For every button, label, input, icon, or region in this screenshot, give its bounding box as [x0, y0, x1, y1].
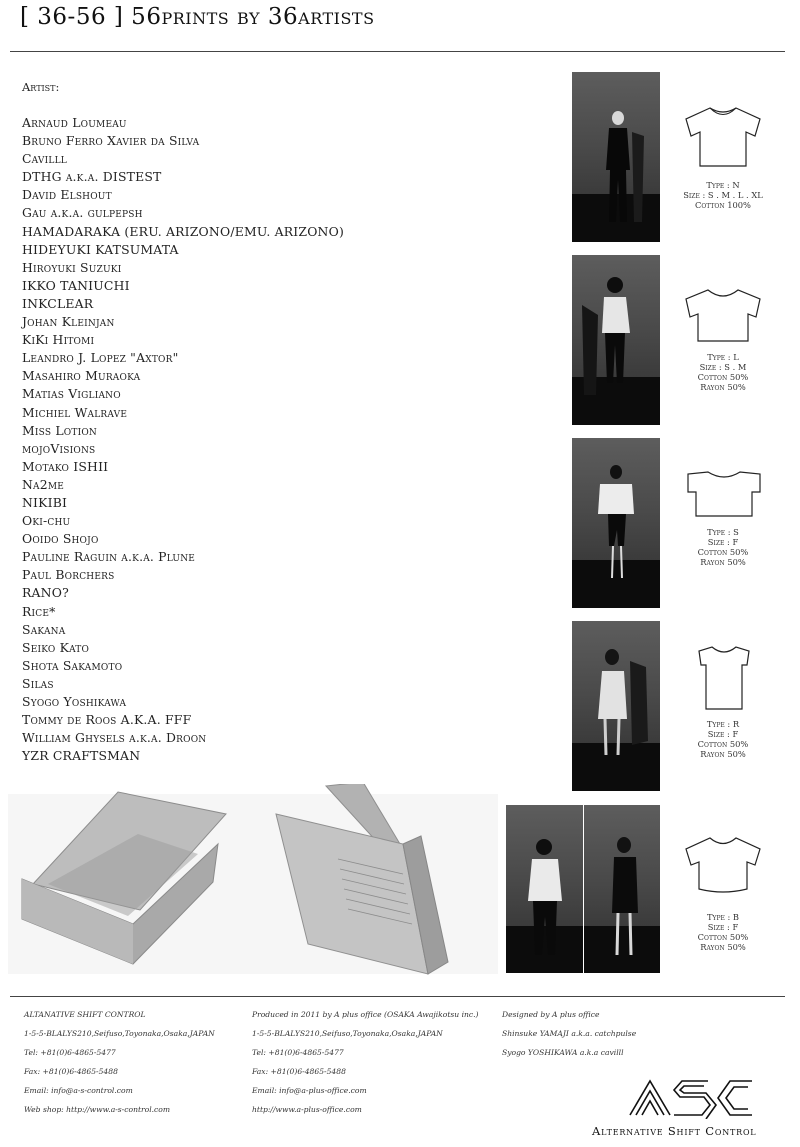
producer-email[interactable]: Email: info@a-plus-office.com — [252, 1086, 367, 1095]
company-address: 1-5-5-BLALYS210,Seifuso,Toyonaka,Osaka,JAPAN — [24, 1029, 215, 1038]
artist-list — [22, 114, 344, 765]
footer-design — [502, 1005, 636, 1062]
spec-line: Type : S — [707, 527, 739, 537]
tshirt-type-b-icon — [684, 835, 762, 895]
spec-type-b — [673, 912, 773, 952]
artist-name: Matias Vigliano — [22, 386, 121, 402]
artist-name: Arnaud Loumeau — [22, 115, 127, 130]
model-photo-type-r — [572, 621, 660, 791]
artist-name: Gau a.k.a. gulpepsh — [22, 205, 143, 221]
spec-line: Rayon 50% — [700, 942, 746, 952]
artist-name: Paul Borchers — [22, 567, 115, 583]
artist-label: Artist: — [22, 80, 60, 94]
artist-name: Tommy de Roos A.K.A. FFF — [22, 712, 192, 728]
artist-name: KiKi Hitomi — [22, 332, 95, 348]
spec-type-l — [673, 352, 773, 392]
artist-name: RANO? — [22, 585, 69, 601]
artist-name: Hiroyuki Suzuki — [22, 259, 122, 275]
artist-name: Syogo Yoshikawa — [22, 694, 127, 709]
spec-line: Cotton 50% — [697, 547, 749, 557]
artist-name: Miss Lotion — [22, 422, 97, 438]
spec-type-n — [673, 180, 773, 210]
header-divider — [10, 51, 785, 52]
artist-name: Michiel Walrave — [22, 404, 128, 420]
spec-line: Rayon 50% — [700, 749, 746, 759]
company-webshop[interactable]: Web shop: http://www.a-s-control.com — [24, 1105, 171, 1114]
spec-line: Size : F — [707, 922, 739, 932]
designer-2: Syogo YOSHIKAWA a.k.a cavilll — [502, 1048, 624, 1057]
artist-name: IKKO TANIUCHI — [22, 277, 130, 293]
packaging-box-illustrations — [8, 784, 498, 984]
company-tel: Tel: +81(0)6-4865-5477 — [24, 1048, 116, 1057]
company-name: ALTANATIVE SHIFT CONTROL — [24, 1010, 146, 1019]
spec-line: Size : S . M . L . XL — [683, 190, 763, 200]
spec-line: Size : S . M — [699, 362, 747, 372]
spec-line: Cotton 50% — [697, 932, 749, 942]
artist-name: INKCLEAR — [22, 295, 94, 311]
artist-name: Cavilll — [22, 151, 67, 167]
tshirt-type-l-icon — [684, 287, 762, 343]
spec-line: Cotton 50% — [697, 372, 749, 382]
artist-name: HIDEYUKI KATSUMATA — [22, 241, 179, 257]
tshirt-type-r-icon — [696, 645, 752, 711]
artist-name: Silas — [22, 675, 54, 691]
spec-line: Cotton 100% — [695, 200, 751, 210]
design-credit: Designed by A plus office — [502, 1010, 600, 1019]
artist-name: Motako ISHII — [22, 458, 109, 474]
artist-name: Masahiro Muraoka — [22, 368, 141, 384]
model-photo-type-b-front — [506, 805, 583, 973]
artist-name: Shota Sakamoto — [22, 657, 123, 673]
producer-address: 1-5-5-BLALYS210,Seifuso,Toyonaka,Osaka,JAPAN — [252, 1029, 443, 1038]
page-title: [ 36-56 ] 56prints by 36artists — [20, 4, 375, 30]
artist-name: Leandro J. Lopez "Axtor" — [22, 350, 179, 366]
producer-credit: Produced in 2011 by A plus office (OSAKA Awajikotsu inc.) — [252, 1010, 479, 1019]
asc-logo — [626, 1075, 756, 1119]
spec-line: Type : B — [706, 912, 740, 922]
spec-line: Size : F — [707, 729, 739, 739]
footer-company — [24, 1005, 215, 1119]
artist-name: Ooido Shojo — [22, 531, 99, 547]
artist-name: Rice* — [22, 603, 56, 619]
artist-name: Na2me — [22, 476, 65, 492]
spec-line: Size : F — [707, 537, 739, 547]
model-photo-type-s — [572, 438, 660, 608]
model-photo-type-b-side — [584, 805, 660, 973]
company-email[interactable]: Email: info@a-s-control.com — [24, 1086, 133, 1095]
model-photo-type-n — [572, 72, 660, 242]
spec-line: Type : N — [706, 180, 740, 190]
brand-name: Alternative Shift Control — [592, 1124, 757, 1138]
artist-name: YZR CRAFTSMAN — [22, 748, 141, 764]
tshirt-type-s-icon — [686, 470, 762, 518]
tshirt-type-n-icon — [684, 104, 762, 168]
company-fax: Fax: +81(0)6-4865-5488 — [24, 1067, 118, 1076]
artist-name: Sakana — [22, 621, 66, 637]
footer-producer — [252, 1005, 479, 1119]
designer-1: Shinsuke YAMAJI a.k.a. catchpulse — [502, 1029, 637, 1038]
artist-name: NIKIBI — [22, 494, 68, 510]
artist-name: Johan Kleinjan — [22, 314, 115, 330]
artist-name: mojoVisions — [22, 440, 96, 456]
artist-name: Seiko Kato — [22, 639, 90, 655]
artist-name: Pauline Raguin a.k.a. Plune — [22, 549, 196, 565]
spec-line: Type : R — [706, 719, 740, 729]
artist-name: David Elshout — [22, 187, 112, 203]
artist-name: Oki-chu — [22, 513, 71, 529]
producer-url[interactable]: http://www.a-plus-office.com — [252, 1105, 362, 1114]
spec-line: Cotton 50% — [697, 739, 749, 749]
artist-name: Bruno Ferro Xavier da Silva — [22, 133, 200, 149]
producer-fax: Fax: +81(0)6-4865-5488 — [252, 1067, 346, 1076]
spec-line: Type : L — [707, 352, 739, 362]
producer-tel: Tel: +81(0)6-4865-5477 — [252, 1048, 344, 1057]
spec-line: Rayon 50% — [700, 557, 746, 567]
spec-type-s — [673, 527, 773, 567]
artist-name: HAMADARAKA (ERU. ARIZONO/EMU. ARIZONO) — [22, 223, 344, 239]
spec-line: Rayon 50% — [700, 382, 746, 392]
footer-divider — [10, 996, 785, 997]
artist-name: William Ghysels a.k.a. Droon — [22, 730, 207, 746]
artist-name: DTHG a.k.a. DISTEST — [22, 169, 162, 185]
model-photo-type-l — [572, 255, 660, 425]
spec-type-r — [673, 719, 773, 759]
